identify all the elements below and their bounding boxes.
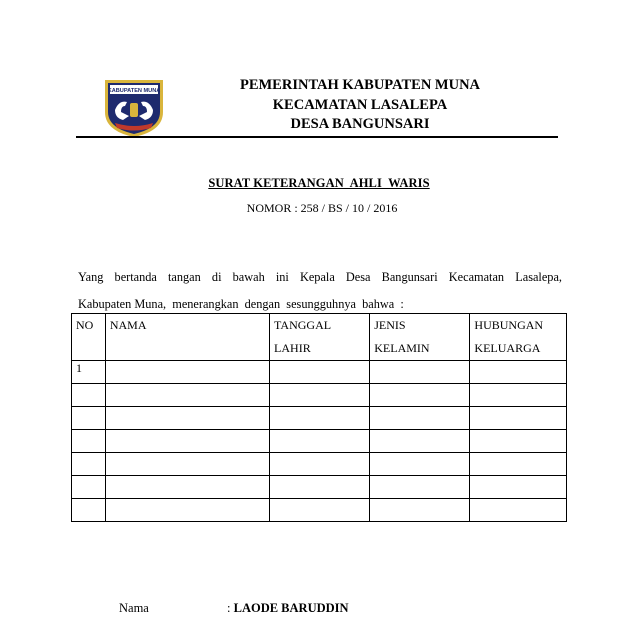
document-number-text: NOMOR : 258 / BS / 10 / 2016 (246, 201, 398, 215)
heirs-table-header-row (72, 314, 567, 361)
table-cell-hubungan-keluarga (470, 430, 567, 453)
table-cell-jenis-kelamin (370, 453, 470, 476)
table-cell-nama (105, 407, 269, 430)
table-cell-hubungan-keluarga (470, 453, 567, 476)
table-cell-jenis-kelamin (370, 407, 470, 430)
signature-name-label: Nama (119, 601, 149, 615)
header-hubungan-keluarga (470, 314, 567, 361)
table-cell-no (72, 453, 106, 476)
header-nama-text: NAMA (109, 318, 147, 332)
table-cell-tanggal-lahir (270, 430, 370, 453)
table-cell-nama (105, 384, 269, 407)
crest-banner-text: KABUPATEN MUNA (107, 88, 161, 94)
table-cell-tanggal-lahir (270, 499, 370, 522)
table-cell-tanggal-lahir (270, 453, 370, 476)
table-cell-no (72, 384, 106, 407)
table-row (72, 499, 567, 522)
header-tanggal-text: TANGGAL (274, 318, 332, 332)
intro-paragraph: Yang bertanda tangan di bawah ini Kepala Desa Bangunsari Kecamatan Lasalepa, Kabupaten Muna, menerangkan dengan sesungguhnya bahwa : (78, 270, 569, 311)
table-cell-nama (105, 499, 269, 522)
letterhead-divider (76, 136, 558, 138)
header-jenis-kelamin (370, 314, 470, 361)
crest-center-emblem (130, 103, 138, 117)
letterhead-line-district: KECAMATAN LASALEPA (272, 96, 448, 113)
table-cell-hubungan-keluarga (470, 384, 567, 407)
letterhead (160, 76, 560, 135)
table-cell-jenis-kelamin (370, 430, 470, 453)
table-cell-no (72, 430, 106, 453)
table-cell-no (72, 476, 106, 499)
table-cell-tanggal-lahir (270, 361, 370, 384)
letterhead-line-village: DESA BANGUNSARI (290, 116, 430, 132)
table-cell-jenis-kelamin (370, 476, 470, 499)
table-cell-hubungan-keluarga (470, 361, 567, 384)
heirs-table-body (72, 361, 567, 522)
table-row (72, 476, 567, 499)
header-jenis-text: JENIS (374, 318, 406, 332)
table-cell-hubungan-keluarga (470, 407, 567, 430)
table-cell-tanggal-lahir (270, 384, 370, 407)
header-kelamin-text: KELAMIN (374, 341, 430, 355)
table-row (72, 430, 567, 453)
signature-name-field (227, 601, 349, 616)
kabupaten-muna-crest-logo (101, 76, 167, 139)
heirs-table (71, 313, 567, 522)
header-hubungan-text: HUBUNGAN (474, 318, 544, 332)
table-cell-hubungan-keluarga (470, 476, 567, 499)
document-number (0, 201, 638, 216)
signature-separator: : (227, 601, 231, 615)
table-cell-jenis-kelamin (370, 499, 470, 522)
header-keluarga-text: KELUARGA (474, 341, 541, 355)
header-no (72, 314, 106, 361)
document-title: SURAT KETERANGAN AHLI WARIS (208, 176, 430, 190)
signature-name-value: LAODE BARUDDIN (233, 601, 349, 615)
table-cell-nama (105, 430, 269, 453)
header-lahir-text: LAHIR (274, 341, 311, 355)
table-row (72, 361, 567, 384)
table-row (72, 453, 567, 476)
table-cell-nama (105, 361, 269, 384)
table-cell-nama (105, 453, 269, 476)
table-row (72, 407, 567, 430)
header-tanggal-lahir (270, 314, 370, 361)
table-cell-no (72, 407, 106, 430)
table-cell-tanggal-lahir (270, 407, 370, 430)
table-cell-no (72, 499, 106, 522)
table-cell-jenis-kelamin (370, 384, 470, 407)
table-cell-no: 1 (72, 361, 106, 384)
header-nama (105, 314, 269, 361)
table-cell-nama (105, 476, 269, 499)
table-cell-hubungan-keluarga (470, 499, 567, 522)
letterhead-line-government: PEMERINTAH KABUPATEN MUNA (239, 77, 481, 93)
table-row (72, 384, 567, 407)
header-no-text: NO (76, 318, 94, 332)
table-cell-jenis-kelamin (370, 361, 470, 384)
table-cell-tanggal-lahir (270, 476, 370, 499)
